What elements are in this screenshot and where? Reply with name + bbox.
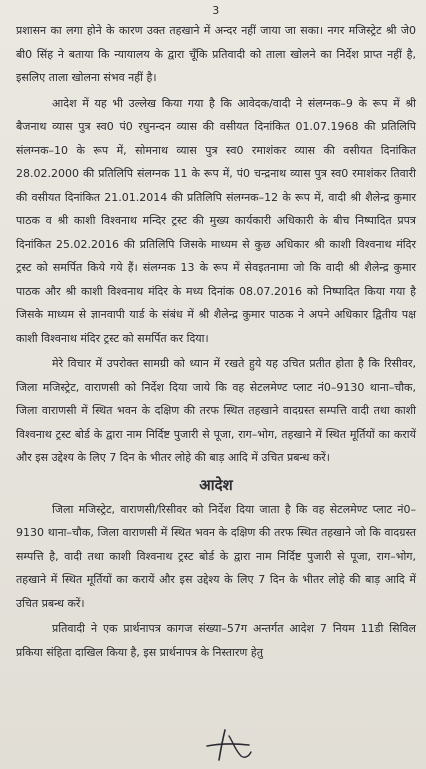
paragraph-1: प्रशासन का लगा होने के कारण उक्त तहखाने में अन्दर नहीं जाया जा सका। नगर मजिस्ट्रेट श्री जे0 बी0 सिंह ने बताया कि न्यायालय के द्वारा चूँकि प्रतिवादी को ताला खोलने का निर्देश प्राप्त नहीं है, इसलिए ताला खोलना संभव नहीं है। (16, 24, 416, 84)
paragraph-3: मेरे विचार में उपरोक्त सामग्री को ध्यान में रखते हुये यह उचित प्रतीत होता है कि रिसीवर, जिला मजिस्ट्रेट, वाराणसी को निर्देश दिया जाये कि वह सेटलमेण्ट प्लाट नं0–9130 थाना–चौक, जिला वाराणसी में स्थित भवन के दक्षिण की तरफ स्थित तहखाने वादग्रस्त सम्पत्ति वादी तथा काशी विश्वनाथ ट्रस्ट बोर्ड के द्वारा नाम निर्दिष्ट पुजारी से पूजा, राग–भोग, तहखाने में स्थित मूर्तियों का करायें और इस उद्देश्य के लिए 7 दिन के भीतर लोहे की बाड़ आदि में उचित प्रबन्ध करें। (16, 357, 416, 464)
paragraph-5: प्रतिवादी ने एक प्रार्थनापत्र कागज संख्या–57ग अन्तर्गत आदेश 7 नियम 11डी सिविल प्रकिया संहिता दाखिल किया है, इस प्रार्थनापत्र के निस्तारण हेतु (16, 622, 416, 659)
handwritten-signature (205, 726, 255, 764)
paragraph-2: आदेश में यह भी उल्लेख किया गया है कि आवेदक/वादी ने संलग्नक–9 के रूप में श्री बैजनाथ व्यास पुत्र स्व0 पं0 रघुनन्दन व्यास की वसीयत दिनांकित 01.07.1968 की प्रतिलिपि संलग्नक–10 के रूप में, सोमनाथ व्यास पुत्र स्व0 रमाशंकर व्यास की वसीयत दिनांकित 28.02.2000 की प्रतिलिपि संलग्नक 11 के रूप में, पं0 चन्द्रनाथ व्यास पुत्र स्व0 रमाशंकर तिवारी की वसीयत दिनांकित 21.01.2014 की प्रतिलिपि संलग्नक–12 के रूप में, वादी श्री शैलेन्द्र कुमार पाठक व श्री काशी विश्वनाथ मन्दिर ट्रस्ट की मुख्य कार्यकारी अधिकारी के बीच निष्पादित प्रपत्र दिनांकित 25.02.2016 की प्रतिलिपि जिसके माध्यम से कुछ अधिकार श्री काशी विश्वनाथ मंदिर ट्रस्ट को समर्पित किये गये हैं। संलग्नक 13 के रूप में सेवइतनामा जो कि वादी श्री शैलेन्द्र कुमार पाठक और श्री काशी विश्वनाथ मंदिर के मध्य दिनांक 08.07.2016 को निष्पादित किया गया है जिसके माध्यम से ज्ञानवापी यार्ड के संबंध में श्री शैलेन्द्र कुमार पाठक ने अपने अधिकार द्वितीय पक्ष काशी विश्वनाथ मंदिर ट्रस्ट को समर्पित कर दिया। (16, 96, 416, 345)
paragraph-4: जिला मजिस्ट्रेट, वाराणसी/रिसीवर को निर्देश दिया जाता है कि वह सेटलमेण्ट प्लाट नं0–9130 थाना–चौक, जिला वाराणसी में स्थित भवन के दक्षिण की तरफ स्थित तहखाने जो कि वादग्रस्त सम्पत्ति है, वादी तथा काशी विश्वनाथ ट्रस्ट बोर्ड के द्वारा नाम निर्दिष्ट पुजारी से पूजा, राग–भोग, तहखाने में स्थित मूर्तियों का करायें और इस उद्देश्य के लिए 7 दिन के भीतर लोहे की बाड़ आदि में उचित प्रबन्ध करें। (16, 502, 416, 610)
page-number: 3 (212, 4, 220, 17)
order-heading: आदेश (199, 475, 233, 494)
